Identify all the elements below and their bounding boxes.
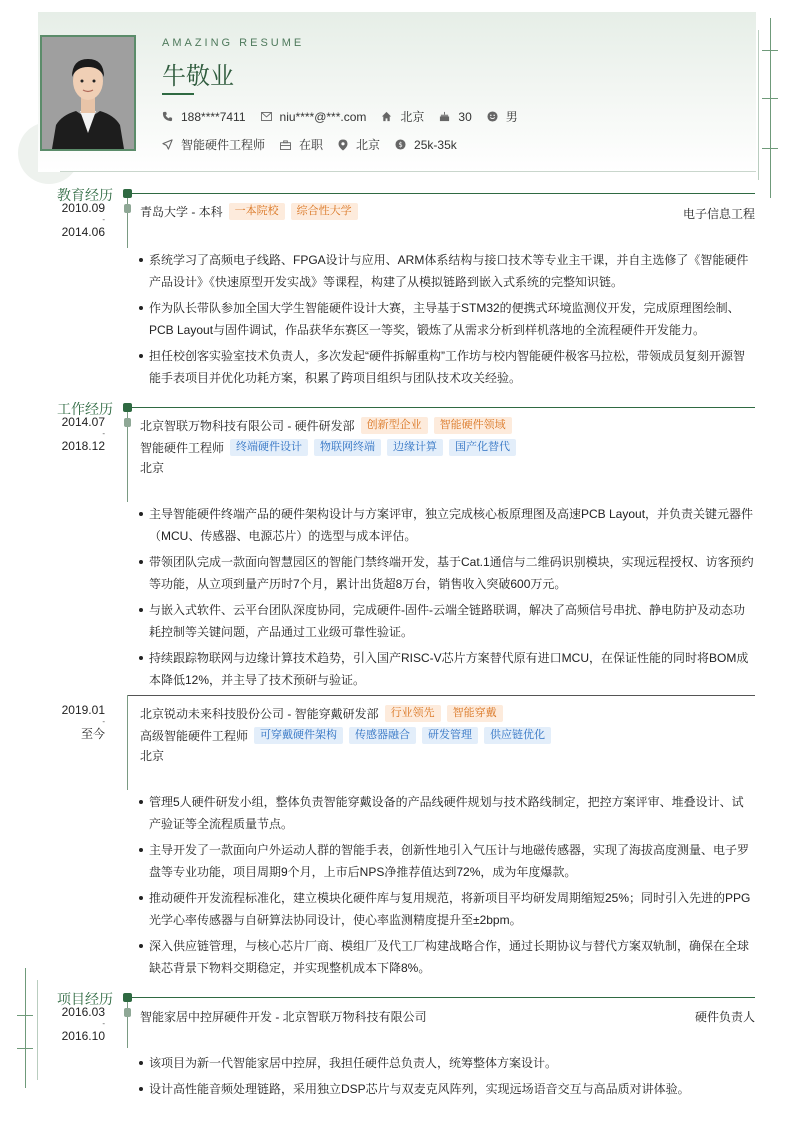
- project-date-range: 2016.03 - 2016.10: [40, 1006, 105, 1042]
- list-item: 该项目为新一代智能家居中控屏，我担任硬件总负责人，统筹整体方案设计。: [137, 1052, 755, 1074]
- phone-icon: [162, 111, 173, 122]
- list-item: 与嵌入式软件、云平台团队深度协同，完成硬件-固件-云端全链路联调，解决了高频信号串扰、静电防护及动态功耗控制等关键问题，产品通过工业级可靠性验证。: [137, 599, 755, 643]
- end-date: 至今: [80, 727, 105, 741]
- role-tag: 物联网终端: [314, 439, 381, 456]
- entry-divider: [128, 695, 755, 696]
- role-tag: 传感器融合: [349, 727, 416, 744]
- company-tag: 创新型企业: [361, 417, 428, 434]
- section-divider: [132, 997, 755, 998]
- role-tag: 国产化替代: [449, 439, 516, 456]
- phone-item: [162, 110, 246, 124]
- work-section-title: 工作经历: [57, 401, 113, 417]
- school-tag: 综合性大学: [291, 203, 358, 220]
- profile-photo: [40, 35, 136, 151]
- role-tag: 边缘计算: [387, 439, 443, 456]
- education-bullets: [137, 249, 755, 393]
- money-icon: [395, 139, 406, 150]
- list-item: 担任校创客实验室技术负责人，多次发起“硬件拆解重构”工作坊与校内智能硬件极客马拉松，带领成员复刻开源智能手表项目并优化功耗方案，积累了跨项目组织与团队技术攻关经验。: [137, 345, 755, 389]
- list-item: 设计高性能音频处理链路，采用独立DSP芯片与双麦克风阵列，实现远场语音交互与高品质对讲体验。: [137, 1078, 755, 1100]
- email-text: niu****@***.com: [279, 109, 367, 124]
- role-line: [140, 439, 516, 456]
- status-item: [280, 136, 323, 153]
- home-icon: [381, 111, 392, 122]
- role-line: [140, 727, 551, 744]
- work-location: 北京: [140, 461, 165, 475]
- list-item: 主导智能硬件终端产品的硬件架构设计与方案评审，独立完成核心板原理图及高速PCB Layout，并负责关键元器件（MCU、传感器、电源芯片）的选型与成本评估。: [137, 503, 755, 547]
- cake-icon: [439, 111, 450, 122]
- role-tag: 供应链优化: [484, 727, 551, 744]
- decorative-line: [37, 980, 38, 1080]
- work-date-range: 2014.07 - 2018.12: [40, 416, 105, 452]
- end-date: 2014.06: [61, 225, 105, 239]
- list-item: 主导开发了一款面向户外运动人群的智能手表，创新性地引入气压计与地磁传感器，实现了海拔高度测量、电子罗盘等专业功能，项目周期9个月，上市后NPS净推荐值达到72%，成为年度爆款。: [137, 839, 755, 883]
- project-role: 硬件负责人: [694, 1010, 755, 1024]
- school-tag: 一本院校: [229, 203, 285, 220]
- education-date-range: 2010.09 - 2014.06: [40, 202, 105, 238]
- company-name: 北京智联万物科技有限公司 - 硬件研发部: [140, 419, 355, 433]
- list-item: 系统学习了高频电子线路、FPGA设计与应用、ARM体系结构与接口技术等专业主干课，并自主选修了《智能硬件产品设计》《快速原型开发实战》等课程，构建了从模拟链路到嵌入式系统的完整知识链。: [137, 249, 755, 293]
- gender-item: [487, 108, 518, 125]
- projects-section-title: 项目经历: [57, 991, 113, 1007]
- list-item: 带领团队完成一款面向智慧园区的智能门禁终端开发，基于Cat.1通信与二维码识别模块，实现远程授权、访客预约等功能，从立项到量产历时7个月，累计出货超8万台，销售收入突破600万元。: [137, 551, 755, 595]
- position-item: [162, 136, 265, 153]
- date-marker: [124, 1008, 131, 1017]
- list-item: 推动硬件开发流程标准化，建立模块化硬件库与复用规范，将新项目平均研发周期缩短25%；同时引入先进的PPG光学心率传感器与自研算法协同设计，使心率监测精度提升至±2bpm。: [137, 887, 755, 931]
- start-date: 2016.03: [61, 1005, 105, 1019]
- role-tag: 终端硬件设计: [230, 439, 308, 456]
- age-item: [439, 110, 471, 124]
- list-item: 作为队长带队参加全国大学生智能硬件设计大赛，主导基于STM32的便携式环境监测仪开发，完成原理图绘制、PCB Layout与固件调试，作品获华东赛区一等奖，锻炼了从需求分析到样机落地的全流程硬件开发能力。: [137, 297, 755, 341]
- company-name: 北京锐动未来科技股份公司 - 智能穿戴研发部: [140, 707, 379, 721]
- section-marker: [123, 993, 132, 1002]
- date-marker: [124, 418, 131, 427]
- work-location: 北京: [140, 749, 165, 763]
- job-intent-row: [162, 136, 472, 153]
- company-tag: 智能穿戴: [447, 705, 503, 722]
- role-tag: 研发管理: [422, 727, 478, 744]
- mail-icon: [261, 112, 272, 121]
- work-bullets: [137, 791, 755, 983]
- send-icon: [162, 139, 173, 150]
- salary-item: [395, 138, 457, 152]
- start-date: 2014.07: [61, 415, 105, 429]
- smile-icon: [487, 111, 498, 122]
- company-tag: 智能硬件领域: [434, 417, 512, 434]
- school-name: 青岛大学 - 本科: [140, 205, 223, 219]
- status-text: 在职: [299, 138, 324, 152]
- salary-text: 25k-35k: [414, 137, 457, 152]
- company-line: [140, 417, 512, 434]
- gender-text: 男: [505, 110, 518, 124]
- section-marker: [123, 189, 132, 198]
- start-date: 2010.09: [61, 201, 105, 215]
- email-item: [261, 110, 367, 124]
- list-item: 管理5人硬件研发小组，整体负责智能穿戴设备的产品线硬件规划与技术路线制定，把控方案评审、堆叠设计、试产验证等全流程质量节点。: [137, 791, 755, 835]
- section-marker: [123, 403, 132, 412]
- decorative-line: [758, 30, 759, 180]
- candidate-name: 牛敬业: [162, 63, 234, 90]
- date-marker: [124, 204, 131, 213]
- position-text: 智能硬件工程师: [181, 138, 266, 152]
- decorative-line: [770, 18, 771, 198]
- project-bullets: [137, 1052, 755, 1104]
- target-city-text: 北京: [356, 138, 381, 152]
- end-date: 2016.10: [61, 1029, 105, 1043]
- major: 电子信息工程: [682, 207, 755, 221]
- decorative-line: [762, 98, 778, 99]
- contact-row: [162, 108, 533, 125]
- project-name: 智能家居中控屏硬件开发 - 北京智联万物科技有限公司: [140, 1010, 427, 1024]
- city-item: [381, 108, 424, 125]
- section-divider: [132, 407, 755, 408]
- location-pin-icon: [338, 139, 348, 151]
- timeline-bar: [127, 695, 128, 790]
- role-tag: 可穿戴硬件架构: [254, 727, 343, 744]
- company-tag: 行业领先: [385, 705, 441, 722]
- decorative-line: [762, 148, 778, 149]
- company-line: [140, 705, 503, 722]
- target-city-item: [338, 136, 380, 153]
- phone-text: 188****7411: [181, 109, 246, 124]
- decorative-line: [17, 1015, 33, 1016]
- city-text: 北京: [400, 110, 425, 124]
- start-date: 2019.01: [61, 703, 105, 717]
- age-text: 30: [458, 109, 472, 124]
- section-divider: [132, 193, 755, 194]
- svg-text:$: $: [398, 140, 403, 149]
- tagline: AMAZING RESUME: [162, 37, 305, 49]
- name-underline: [162, 93, 194, 95]
- education-section-title: 教育经历: [57, 187, 113, 203]
- briefcase-icon: [280, 140, 291, 150]
- education-school-line: [140, 203, 358, 220]
- work-bullets: [137, 503, 755, 695]
- end-date: 2018.12: [61, 439, 105, 453]
- role-name: 智能硬件工程师: [140, 441, 225, 455]
- decorative-line: [762, 50, 778, 51]
- header-divider: [60, 171, 756, 172]
- list-item: 持续跟踪物联网与边缘计算技术趋势，引入国产RISC-V芯片方案替代原有进口MCU，在保证性能的同时将BOM成本降低12%，并主导了技术预研与验证。: [137, 647, 755, 691]
- list-item: 深入供应链管理，与核心芯片厂商、模组厂及代工厂构建战略合作，通过长期协议与替代方案双轨制，确保在全球缺芯背景下物料交期稳定，并实现整机成本下降8%。: [137, 935, 755, 979]
- decorative-line: [17, 1048, 33, 1049]
- role-name: 高级智能硬件工程师: [140, 729, 249, 743]
- decorative-line: [25, 968, 26, 1088]
- work-date-range: 2019.01 - 至今: [40, 704, 105, 740]
